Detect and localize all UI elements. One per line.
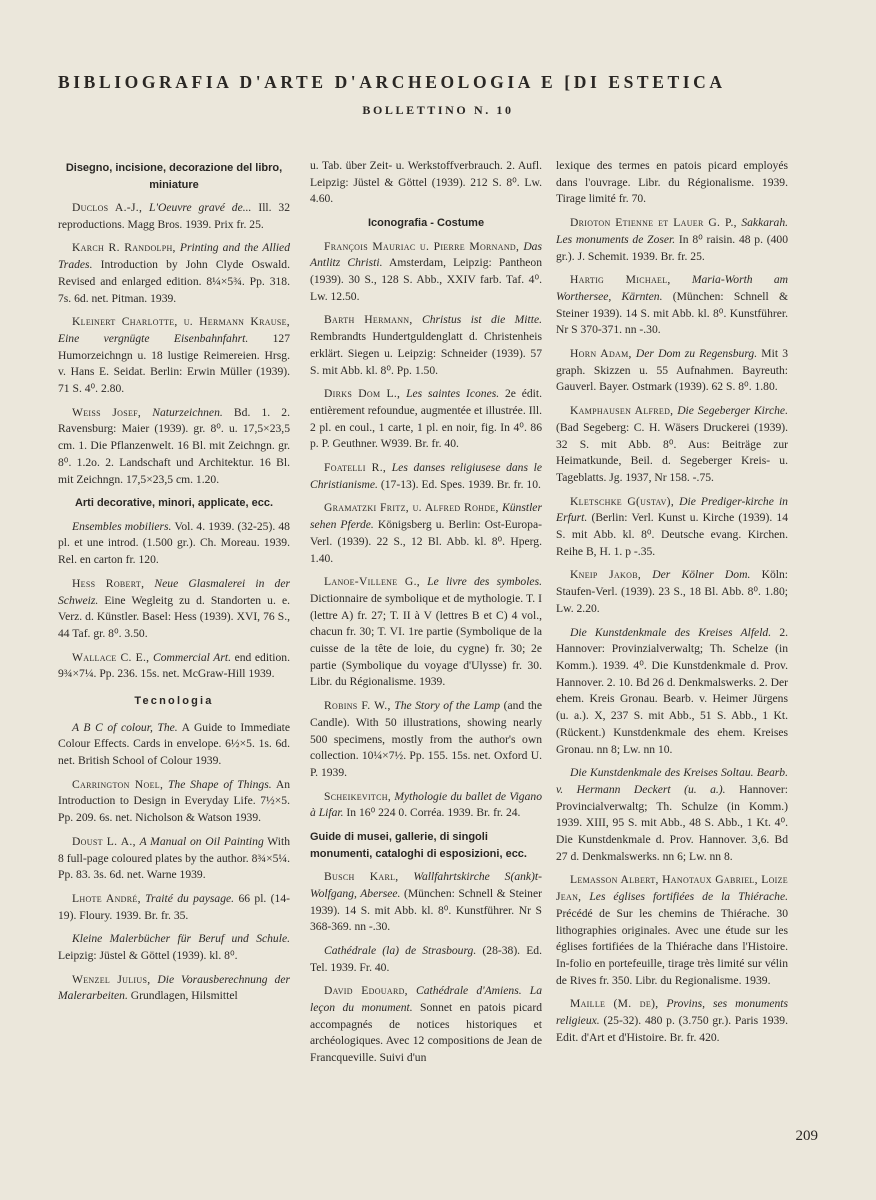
- section-heading: Tecnologia: [134, 695, 214, 708]
- section-heading: Guide di musei, gallerie, di singoli monumenti, cataloghi di esposizioni, ecc.: [310, 831, 527, 860]
- bibliography-entry: [556, 765, 788, 865]
- entry-details: (Bad Segeberg: C. H. Wäsers Druckerei (1939). 32 S. mit Abb. 8⁰. Aus: Beiträge zur Heimatkunde, Beil. d. Segeberger Kreis- u. Tageblatts. Jg. 1937, Nr 158. -.75.: [556, 420, 788, 484]
- entry-details: lexique des termes en patois picard employés dans l'ouvrage. Libr. du Régionalisme. 1939. Tirage limité fr. 70.: [556, 159, 788, 206]
- entry-author: Duclos A.-J.,: [72, 201, 143, 214]
- bibliography-entry: [310, 983, 542, 1067]
- page-title: BIBLIOGRAFIA D'ARTE D'ARCHEOLOGIA E [DI ESTETICA: [58, 72, 726, 92]
- entry-details: With 8 full-page coloured plates by the author. 8¾×5¼. Pp. 83. 3s. 6d. net. Warne 1939.: [58, 834, 290, 882]
- entry-title: Ensembles mobiliers.: [72, 519, 172, 533]
- entry-title: Mythologie du ballet de Vigano à Lifar.: [310, 789, 542, 820]
- entry-title: Die Segeberger Kirche.: [677, 404, 788, 418]
- entry-author: Kleinert Charlotte, u. Hermann Krause,: [72, 315, 290, 329]
- entry-author: Kletschke G(ustav),: [570, 494, 675, 508]
- entry-details: u. Tab. über Zeit- u. Werkstoffverbrauch. 2. Aufl. Leipzig: Jüstel & Göttel (1939). 212 S. 8⁰. Lw. 4.60.: [310, 159, 542, 206]
- entry-details: end edition. 9¾×7¼. Pp. 236. 15s. net. McGraw-Hill 1939.: [58, 650, 290, 681]
- entry-title: Traité du paysage.: [145, 891, 235, 905]
- entry-details: (München: Schnell & Steiner 1939). 14 S. mit Abb. kl. 8⁰. Kunstführer. Nr S 368-369. nn -.30.: [310, 886, 542, 934]
- entry-title: Maria-Worth am Worthersee, Kärnten.: [556, 273, 788, 303]
- entry-author: Robins F. W.,: [324, 699, 391, 713]
- entry-author: Carrington Noel,: [72, 777, 164, 791]
- bibliography-entry: [58, 519, 290, 569]
- entry-author: David Edouard,: [324, 984, 408, 998]
- entry-details: Mit 3 graph. Skizzen u. 55 Aufnahmen. Bayreuth: Gauverl. Bayer. Ostmark (1939). 62 S. 8⁰. 1.80.: [556, 347, 789, 394]
- entry-author: Foatelli R.,: [324, 461, 387, 475]
- entry-title: Die Prediger-kirche in Erfurt.: [556, 494, 788, 525]
- bibliography-entry: [556, 996, 788, 1046]
- bibliography-entry: [310, 574, 542, 691]
- entry-details: Hannover: Provincialverwaltg; Th. Schulze (in Komm.) 1939. XIII, 95 S. mit Abb., 48 S. Abb., 1 Kt. 4⁰. Die Kunstdenkmale d. Prov. Hannover. 3,6. Bd 27 d. Denkmalswerks. nn 6; Lw. nn 8.: [556, 782, 788, 863]
- entry-details: 2. Hannover: Provinzialverwaltg; Th. Schelze (in Komm.). 1939. 4⁰. Die Kunstdenkmale d. Prov. Hannover. 2. 10. Bd 26 d. Denkmalswerks. 2. Der ehem. Kreis Gronau. Bearb. v. Heimer Jürgens (u. a.). X, 237 S. mit Abb., 51 S. Abb., 1 Kt. (Rückent.) Kunstdenkmale des ehem. Kreises Gronau. nn 8; Lw. nn 10.: [556, 625, 789, 756]
- entry-details: 127 Humorzeichngn u. 18 lustige Reimereien. Hrsg. v. Hans E. Seidat. Berlin: Erwin Müller (1939). 71 S. 4⁰. 2.80.: [58, 331, 290, 396]
- bibliography-entry: [556, 215, 788, 265]
- entry-details: In 16⁰ 224 0. Corréa. 1939. Br. fr. 24.: [346, 806, 521, 820]
- entry-title: Das Antlitz Christi.: [310, 239, 542, 270]
- bibliography-entry: [310, 500, 542, 567]
- entry-author: Karch R. Randolph,: [72, 241, 176, 255]
- entry-details: (Berlin: Verl. Kunst u. Kirche (1939). 14 S. mit Abb. kl. 8⁰. Deutsche evang. Kirchen. Reihe B, H. 1. p -.35.: [556, 511, 789, 558]
- bibliography-entry: [58, 405, 290, 489]
- entry-title: Le livre des symboles.: [427, 575, 542, 589]
- section-heading: Disegno, incisione, decorazione del libro, miniature: [65, 162, 283, 191]
- entry-title: Kleine Malerbücher für Beruf und Schule.: [72, 932, 290, 946]
- entry-author: Doust L. A.,: [72, 834, 136, 848]
- entry-title: Der Dom zu Regensburg.: [635, 347, 758, 361]
- entry-author: Maille (M. de),: [570, 997, 659, 1011]
- entry-details: Köln: Staufen-Verl. (1939). 23 S., 18 Bl. Abb. 8⁰. 1.80; Lw. 2.20.: [556, 568, 788, 615]
- entry-title: Les églises fortifiées de la Thiérache.: [589, 890, 788, 904]
- entry-details: Bd. 1. 2. Ravensburg: Maier (1939). gr. 8⁰. u. 17,5×23,5 cm. 1. Die Pflanzenwelt. 16 Bl. mit Zeichngn. gr. 8⁰. 1.2o. 2. Landschaft und Architektur. 16 Bl. mit Zeichngn. 17,5×23,5 cm. 1.20.: [58, 405, 291, 486]
- entry-author: Kamphausen Alfred,: [570, 404, 674, 418]
- entry-details: Sonnet en patois picard accompagnés de notices historiques et archéologiques. Avec 12 compositions de Jean de Francqueville. Suivi d'un: [310, 1001, 542, 1065]
- entry-title: Die Kunstdenkmale des Kreises Alfeld.: [570, 625, 772, 639]
- page-number: 209: [795, 1128, 818, 1144]
- column-2: [310, 158, 542, 1074]
- entry-title: L'Oeuvre gravé de...: [149, 201, 252, 214]
- entry-author: Busch Karl,: [324, 870, 399, 884]
- bibliography-entry: [556, 346, 788, 396]
- bibliography-entry: [58, 576, 290, 643]
- entry-details: Rembrandts Hundertguldenglatt d. Christenheis erklärt. Siegen u. Leipzig: Schneider (1939). 57 S. mit Abb. kl. 8⁰. Pp. 1.50.: [310, 330, 542, 377]
- bibliography-entry: [310, 312, 542, 379]
- bibliography-entry: [58, 931, 290, 964]
- entry-author: François Mauriac u. Pierre Mornand,: [324, 239, 520, 253]
- entry-title: Wallfahrtskirche S(ank)t-Wolfgang, Abersee.: [310, 870, 543, 900]
- bibliography-entry: [556, 403, 788, 487]
- entry-author: Barth Hermann,: [324, 313, 413, 327]
- entry-details: 2e édit. entièrement refoundue, augmentée et illustrée. Ill. 2 pl. en coul., 1 carte, 1 pl. en noir, fig. In 4⁰. 86 p. P. Geuthner. W939. Br. fr. 40.: [310, 387, 542, 451]
- entry-author: Lhote André,: [72, 891, 141, 905]
- bibliography-entry: [556, 494, 788, 561]
- entry-title: The Story of the Lamp: [394, 699, 501, 713]
- entry-title: Les danses religiusese dans le Christianisme.: [310, 461, 542, 491]
- entry-title: Naturzeichnen.: [152, 405, 223, 419]
- bibliography-entry: [310, 239, 542, 306]
- entry-details: Dictionnaire de symbolique et de mythologie. T. I (lettre A) fr. 27; T. II à V (lettres B et C) 4 vol., chacun fr. 30; T. VI. 1re partie (Symbolique de la cuisse de la tête de loie, du cygne) fr. 30; 2e partie (Symbolique du voyage d'Ulysse) fr. 30. Libr. du Régionalisme. 1939.: [310, 591, 542, 689]
- bibliography-entry: [310, 698, 542, 782]
- entry-author: Hartig Michael,: [570, 273, 671, 287]
- bibliography-entry: [556, 872, 788, 989]
- entry-author: Scheikevitch,: [324, 789, 392, 803]
- section-heading: Iconografia - Costume: [367, 217, 485, 230]
- entry-details: Grundlagen, Hilsmittel: [130, 989, 238, 1003]
- entry-author: Horn Adam,: [570, 347, 632, 361]
- bibliography-entry: [310, 789, 542, 822]
- entry-title: Cathédrale d'Amiens. La leçon du monument.: [310, 984, 542, 1015]
- entry-title: A Manual on Oil Painting: [139, 834, 264, 848]
- entry-title: Printing and the Allied Trades.: [58, 241, 290, 272]
- bibliography-entry: [556, 567, 788, 617]
- entry-title: Neue Glasmalerei in der Schweiz.: [58, 576, 290, 607]
- entry-details: Leipzig: Jüstel & Göttel (1939). kl. 8⁰.: [58, 949, 238, 963]
- entry-details: Vol. 4. 1939. (32-25). 48 pl. et une introd. (1.500 gr.). Ch. Moreau. 1939. Rel. en carton fr. 120.: [58, 519, 290, 567]
- entry-title: Sakkarah. Les monuments de Zoser.: [556, 216, 789, 246]
- bibliography-entry: [58, 834, 290, 884]
- bibliography-entry: [310, 158, 542, 208]
- entry-title: Eine vergnügte Eisenbahnfahrt.: [58, 331, 249, 345]
- entry-details: Amsterdam, Leipzig: Pantheon (1939). 30 S., 128 S. Abb., XXIV farb. Taf. 4⁰. Lw. 12.50.: [310, 256, 542, 303]
- entry-details: Königsberg u. Berlin: Ost-Europa-Verl. (1939). 22 S., 12 Bl. Abb. kl. 8⁰. Hperg. 1.40.: [310, 518, 542, 565]
- entry-title: Commercial Art.: [152, 650, 231, 664]
- entry-details: 66 pl. (14-19). Floury. 1939. Br. fr. 35.: [58, 891, 290, 922]
- entry-title: Christus ist die Mitte.: [421, 313, 542, 327]
- entry-details: Eine Wegleitg zu d. Standorten u. e. Verz. d. Künstler. Basel: Hess (1939). XVI, 76 S., 44 Taf. gr. 8⁰. 3.50.: [58, 593, 290, 640]
- entry-details: Introduction by John Clyde Oswald. Revised and enlarged edition. 8¼×5¾. Pp. 318. 7s. 6d. net. Pitman. 1939.: [58, 258, 290, 305]
- bibliography-entry: [310, 869, 542, 936]
- bibliography-entry: [556, 158, 788, 208]
- entry-details: (München: Schnell & Steiner 1939). 14 S. mit Abb. kl. 8⁰. Kunstführer. Nr S 370-371. nn -.30.: [556, 289, 788, 337]
- entry-title: A B C of colour, The.: [72, 720, 178, 734]
- bibliography-entry: [58, 650, 290, 683]
- bibliography-entry: [58, 972, 290, 1005]
- entry-title: Les saintes Icones.: [406, 387, 500, 401]
- column-3: [556, 158, 788, 1053]
- entry-details: (28-38). Ed. Tel. 1939. Fr. 40.: [310, 943, 542, 974]
- bibliography-entry: [58, 314, 290, 398]
- bulletin-subtitle: BOLLETTINO N. 10: [362, 103, 514, 117]
- entry-title: Cathédrale (la) de Strasbourg.: [324, 943, 477, 957]
- entry-title: Künstler sehen Pferde.: [310, 501, 542, 532]
- entry-details: (25-32). 480 p. (3.750 gr.). Paris 1939. Edit. d'Art et d'Histoire. Br. fr. 420.: [556, 1014, 788, 1044]
- bibliography-entry: [58, 240, 290, 307]
- entry-author: Lanoe-Villene G.,: [324, 575, 420, 589]
- entry-title: Die Kunstdenkmale des Kreises Soltau. Bearb. v. Hermann Deckert (u. a.).: [556, 766, 788, 796]
- entry-details: In 8⁰ raisin. 48 p. (400 gr.). J. Schemit. 1939. Br. fr. 25.: [556, 232, 788, 263]
- entry-details: An Introduction to Design in Everyday Life. 7½×5. Pp. 209. 6s. net. Nicholson & Watson 1939.: [58, 777, 290, 825]
- bibliography-entry: [58, 200, 290, 233]
- entry-details: (17-13). Ed. Spes. 1939. Br. fr. 10.: [380, 477, 541, 491]
- bibliography-entry: [58, 891, 290, 924]
- entry-details: Précédé de Sur les chemins de Thiérache. 30 lithographies originales. Avec une étude sur les églises fortifiées de la Thiérache dans l'Histoire. In-folio en portefeuille, tirage très limité sur vélin de Rives fr. 350. Libr. du Regionalisme. 1939.: [556, 906, 788, 987]
- entry-title: Die Vorausberechnung der Malerarbeiten.: [58, 972, 290, 1003]
- entry-author: Weiss Josef,: [72, 405, 142, 419]
- entry-author: Wallace C. E.,: [72, 650, 150, 664]
- bibliography-entry: [556, 625, 788, 759]
- bibliography-entry: [556, 272, 788, 339]
- entry-author: Lemasson Albert, Hanotaux Gabriel, Loize Jean,: [556, 873, 788, 904]
- bibliography-entry: [310, 386, 542, 453]
- column-1: [58, 158, 290, 1012]
- entry-author: Drioton Etienne et Lauer G. P.,: [570, 216, 737, 230]
- entry-title: Der Kölner Dom.: [652, 568, 751, 582]
- entry-details: A Guide to Immediate Colour Effects. Cards in envelope. 6½×5. 1s. 6d. net. British School of Colour 1939.: [58, 720, 290, 767]
- entry-author: Kneip Jakob,: [570, 568, 642, 582]
- entry-title: Provins, ses monuments religieux.: [556, 997, 788, 1028]
- entry-author: Wenzel Julius,: [72, 972, 151, 986]
- entry-author: Gramatzki Fritz, u. Alfred Rohde,: [324, 501, 499, 515]
- entry-author: Hess Robert,: [72, 576, 145, 590]
- bibliography-entry: [310, 460, 542, 493]
- entry-author: Dirks Dom L.,: [324, 387, 401, 401]
- entry-title: The Shape of Things.: [167, 777, 272, 791]
- section-heading: Arti decorative, minori, applicate, ecc.: [74, 497, 274, 510]
- bibliography-entry: [310, 943, 542, 976]
- entry-details: Ill. 32 reproductions. Magg Bros. 1939. Prix fr. 25.: [58, 201, 290, 231]
- bibliography-entry: [58, 720, 290, 770]
- entry-details: (and the Candle). With 50 illustrations, showing nearly 500 specimens, mostly from the author's own collection. 10¼×7½. Pp. 155. 15s. net. Oxford U. P. 1939.: [310, 699, 542, 779]
- bibliography-entry: [58, 777, 290, 827]
